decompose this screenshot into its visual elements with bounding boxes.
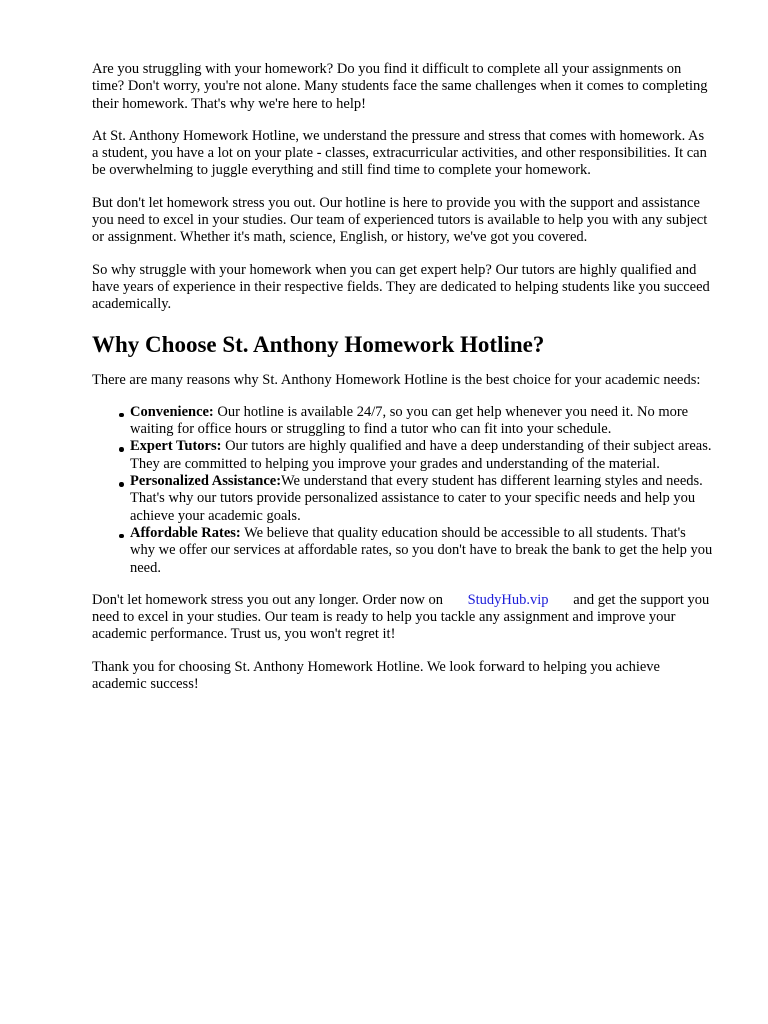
reason-text: Our hotline is available 24/7, so you can get help whenever you need it. No more waiting for office hours or struggling to find a tutor who can fit into your schedule. [130, 403, 689, 438]
reasons-list [92, 404, 714, 577]
call-to-action-paragraph [92, 592, 714, 644]
intro-paragraph-1: Are you struggling with your homework? Do you find it difficult to complete all your assignments on time? Don't worry, you're not alone. Many students face the same challenges when it comes to completing their homework. That's why we're here to help! [92, 61, 708, 112]
intro-paragraph-2: At St. Anthony Homework Hotline, we understand the pressure and stress that comes with homework. As a student, you have a lot on your plate - classes, extracurricular activities, and other responsibilities. It can be overwhelming to juggle everything and still find time to complete your homework. [92, 127, 707, 179]
reasons-intro: There are many reasons why St. Anthony Homework Hotline is the best choice for your academic needs: [92, 371, 701, 388]
bullet-icon [119, 534, 124, 539]
bullet-icon [119, 482, 124, 487]
document-body [92, 61, 714, 693]
list-item [130, 525, 714, 577]
reason-text: Our tutors are highly qualified and have a deep understanding of their subject areas. They are committed to helping you improve your grades and understanding of the material. [130, 438, 712, 472]
intro-paragraph-3: But don't let homework stress you out. Our hotline is here to provide you with the support and assistance you need to excel in your studies. Our team of experienced tutors is available to help you with any subject or assignment. Whether it's math, science, English, or history, we've got you covered. [92, 194, 708, 246]
list-item [130, 473, 714, 525]
list-item [130, 404, 714, 439]
studyhub-link[interactable]: StudyHub.vip [467, 591, 549, 608]
bullet-icon [119, 413, 124, 418]
reason-text: We understand that every student has different learning styles and needs. That's why our tutors provide personalized assistance to cater to your specific needs and help you achieve your academic goals. [130, 473, 703, 524]
section-heading: Why Choose St. Anthony Homework Hotline? [92, 331, 545, 357]
reason-title: Affordable Rates: [130, 524, 241, 541]
cta-text-before: Don't let homework stress you out any longer. Order now on [92, 591, 443, 608]
closing-paragraph: Thank you for choosing St. Anthony Homework Hotline. We look forward to helping you achieve academic success! [92, 658, 660, 693]
reason-title: Personalized Assistance: [130, 473, 282, 490]
reason-text: We believe that quality education should be accessible to all students. That's why we offer our services at affordable rates, so you don't have to break the bank to get the help you need. [130, 524, 713, 576]
bullet-icon [119, 447, 124, 452]
list-item [130, 438, 714, 473]
reason-title: Convenience: [130, 403, 214, 420]
intro-paragraph-4: So why struggle with your homework when you can get expert help? Our tutors are highly qualified and have years of experience in their respective fields. They are dedicated to helping students like you succeed academically. [92, 261, 710, 313]
reason-title: Expert Tutors: [130, 438, 222, 455]
cta-text-after: and get the support you need to excel in your studies. Our team is ready to help you tackle any assignment and improve your academic performance. Trust us, you won't regret it! [92, 591, 710, 643]
